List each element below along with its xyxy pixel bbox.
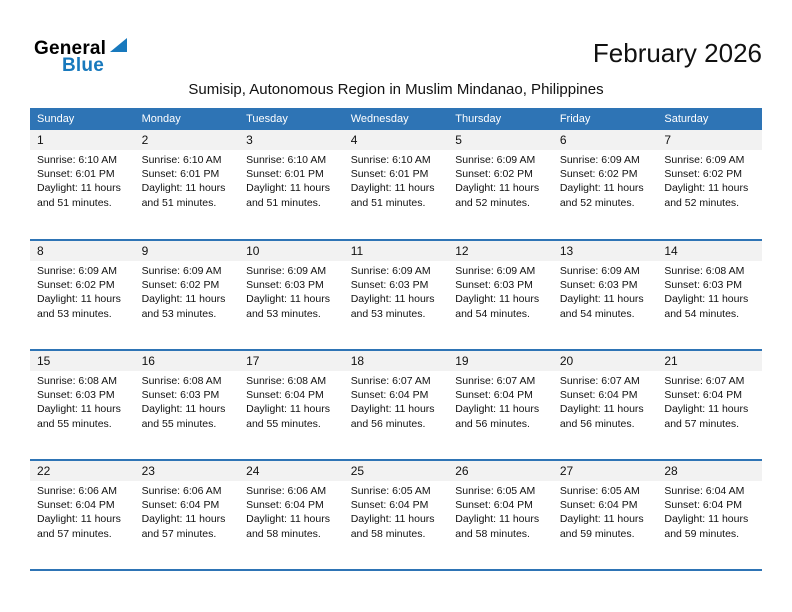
day-number: 25: [344, 461, 449, 481]
daylight-text: Daylight: 11 hours and 53 minutes.: [350, 293, 435, 320]
day-cell: [553, 130, 658, 240]
sunrise-text: Sunrise: 6:09 AM: [559, 265, 640, 277]
day-details: [135, 150, 240, 210]
daylight-text: Daylight: 11 hours and 58 minutes.: [350, 513, 435, 540]
daylight-text: Daylight: 11 hours and 59 minutes.: [664, 513, 749, 540]
day-details: [448, 371, 553, 431]
sunset-text: Sunset: 6:01 PM: [246, 168, 324, 181]
day-cell: [239, 460, 344, 570]
weekday-header-friday: Friday: [553, 108, 658, 130]
day-details: [239, 261, 344, 321]
daylight-text: Daylight: 11 hours and 53 minutes.: [37, 293, 121, 320]
sunset-text: Sunset: 6:02 PM: [37, 279, 115, 292]
weekday-header-tuesday: Tuesday: [239, 108, 344, 130]
day-number: 2: [135, 130, 240, 150]
day-details: [657, 371, 762, 431]
day-details: [344, 150, 449, 210]
sunset-text: Sunset: 6:01 PM: [37, 168, 115, 181]
daylight-text: Daylight: 11 hours and 58 minutes.: [246, 513, 330, 540]
daylight-text: Daylight: 11 hours and 53 minutes.: [141, 293, 226, 320]
sunrise-text: Sunrise: 6:09 AM: [664, 154, 745, 166]
day-number: 18: [344, 351, 449, 371]
day-number: 6: [553, 130, 658, 150]
day-number: 17: [239, 351, 344, 371]
sunrise-text: Sunrise: 6:09 AM: [141, 265, 222, 277]
week-row: [30, 350, 762, 460]
daylight-text: Daylight: 11 hours and 51 minutes.: [350, 182, 435, 209]
day-number: 9: [135, 241, 240, 261]
sunset-text: Sunset: 6:04 PM: [559, 389, 638, 402]
day-number: 7: [657, 130, 762, 150]
day-details: [657, 261, 762, 321]
page-title: February 2026: [592, 38, 762, 68]
sunrise-text: Sunrise: 6:10 AM: [37, 154, 117, 166]
day-cell: [553, 460, 658, 570]
daylight-text: Daylight: 11 hours and 55 minutes.: [141, 403, 226, 430]
weekday-header-row: [30, 108, 762, 130]
sunset-text: Sunset: 6:04 PM: [559, 499, 638, 512]
sunset-text: Sunset: 6:04 PM: [246, 499, 324, 512]
daylight-text: Daylight: 11 hours and 51 minutes.: [37, 182, 121, 209]
sunrise-text: Sunrise: 6:06 AM: [37, 485, 117, 497]
week-row: [30, 460, 762, 570]
day-details: [30, 481, 135, 541]
daylight-text: Daylight: 11 hours and 55 minutes.: [37, 403, 121, 430]
sunset-text: Sunset: 6:04 PM: [664, 389, 743, 402]
sunset-text: Sunset: 6:04 PM: [455, 499, 533, 512]
daylight-text: Daylight: 11 hours and 56 minutes.: [350, 403, 435, 430]
weekday-header-wednesday: Wednesday: [344, 108, 449, 130]
day-cell: [239, 350, 344, 460]
daylight-text: Daylight: 11 hours and 52 minutes.: [559, 182, 644, 209]
day-details: [135, 481, 240, 541]
sunrise-text: Sunrise: 6:10 AM: [350, 154, 431, 166]
day-cell: [553, 240, 658, 350]
logo-sail-icon: [108, 38, 128, 58]
day-cell: [30, 460, 135, 570]
daylight-text: Daylight: 11 hours and 55 minutes.: [246, 403, 330, 430]
sunrise-text: Sunrise: 6:07 AM: [350, 375, 431, 387]
sunset-text: Sunset: 6:03 PM: [559, 279, 638, 292]
day-number: 21: [657, 351, 762, 371]
daylight-text: Daylight: 11 hours and 54 minutes.: [455, 293, 540, 320]
day-cell: [239, 130, 344, 240]
logo-text-blue: Blue: [62, 55, 104, 76]
day-cell: [448, 460, 553, 570]
sunset-text: Sunset: 6:04 PM: [246, 389, 324, 402]
sunrise-text: Sunrise: 6:09 AM: [455, 265, 536, 277]
day-number: 11: [344, 241, 449, 261]
day-cell: [30, 350, 135, 460]
week-row: [30, 130, 762, 240]
sunset-text: Sunset: 6:02 PM: [559, 168, 638, 181]
daylight-text: Daylight: 11 hours and 56 minutes.: [559, 403, 644, 430]
day-details: [553, 481, 658, 541]
day-number: 26: [448, 461, 553, 481]
day-number: 28: [657, 461, 762, 481]
day-details: [553, 261, 658, 321]
daylight-text: Daylight: 11 hours and 52 minutes.: [664, 182, 749, 209]
sunset-text: Sunset: 6:03 PM: [664, 279, 743, 292]
sunrise-text: Sunrise: 6:05 AM: [350, 485, 431, 497]
day-number: 3: [239, 130, 344, 150]
sunrise-text: Sunrise: 6:08 AM: [141, 375, 222, 387]
sunrise-text: Sunrise: 6:09 AM: [350, 265, 431, 277]
day-details: [657, 481, 762, 541]
sunset-text: Sunset: 6:01 PM: [141, 168, 220, 181]
sunrise-text: Sunrise: 6:09 AM: [455, 154, 536, 166]
day-number: 4: [344, 130, 449, 150]
day-cell: [553, 350, 658, 460]
daylight-text: Daylight: 11 hours and 57 minutes.: [664, 403, 749, 430]
sunrise-text: Sunrise: 6:09 AM: [246, 265, 327, 277]
day-details: [135, 371, 240, 431]
sunrise-text: Sunrise: 6:06 AM: [246, 485, 327, 497]
sunrise-text: Sunrise: 6:05 AM: [559, 485, 640, 497]
daylight-text: Daylight: 11 hours and 51 minutes.: [246, 182, 330, 209]
day-number: 23: [135, 461, 240, 481]
daylight-text: Daylight: 11 hours and 53 minutes.: [246, 293, 330, 320]
weekday-header-thursday: Thursday: [448, 108, 553, 130]
weekday-header-monday: Monday: [135, 108, 240, 130]
week-row: [30, 240, 762, 350]
sunset-text: Sunset: 6:03 PM: [246, 279, 324, 292]
day-number: 13: [553, 241, 658, 261]
day-details: [344, 371, 449, 431]
daylight-text: Daylight: 11 hours and 59 minutes.: [559, 513, 644, 540]
sunset-text: Sunset: 6:03 PM: [350, 279, 429, 292]
sunrise-text: Sunrise: 6:08 AM: [37, 375, 117, 387]
weekday-header-sunday: Sunday: [30, 108, 135, 130]
sunset-text: Sunset: 6:04 PM: [455, 389, 533, 402]
day-number: 10: [239, 241, 344, 261]
day-cell: [344, 350, 449, 460]
daylight-text: Daylight: 11 hours and 51 minutes.: [141, 182, 226, 209]
daylight-text: Daylight: 11 hours and 52 minutes.: [455, 182, 540, 209]
day-details: [448, 261, 553, 321]
sunset-text: Sunset: 6:04 PM: [664, 499, 743, 512]
sunrise-text: Sunrise: 6:10 AM: [141, 154, 222, 166]
day-details: [448, 481, 553, 541]
day-cell: [657, 350, 762, 460]
day-number: 24: [239, 461, 344, 481]
day-details: [553, 150, 658, 210]
sunset-text: Sunset: 6:03 PM: [141, 389, 220, 402]
day-cell: [448, 240, 553, 350]
day-number: 27: [553, 461, 658, 481]
day-number: 22: [30, 461, 135, 481]
calendar-table: [30, 108, 762, 571]
sunset-text: Sunset: 6:04 PM: [350, 499, 429, 512]
day-number: 19: [448, 351, 553, 371]
day-details: [344, 481, 449, 541]
day-number: 20: [553, 351, 658, 371]
sunrise-text: Sunrise: 6:04 AM: [664, 485, 745, 497]
day-cell: [448, 130, 553, 240]
day-cell: [135, 350, 240, 460]
calendar-head: [30, 108, 762, 130]
day-cell: [135, 130, 240, 240]
page-header: [0, 0, 792, 75]
sunset-text: Sunset: 6:03 PM: [455, 279, 533, 292]
sunrise-text: Sunrise: 6:08 AM: [664, 265, 745, 277]
sunset-text: Sunset: 6:02 PM: [141, 279, 220, 292]
day-details: [239, 371, 344, 431]
sunset-text: Sunset: 6:04 PM: [141, 499, 220, 512]
sunset-text: Sunset: 6:04 PM: [37, 499, 115, 512]
sunrise-text: Sunrise: 6:10 AM: [246, 154, 327, 166]
day-number: 1: [30, 130, 135, 150]
day-number: 8: [30, 241, 135, 261]
sunset-text: Sunset: 6:02 PM: [455, 168, 533, 181]
sunset-text: Sunset: 6:04 PM: [350, 389, 429, 402]
sunrise-text: Sunrise: 6:06 AM: [141, 485, 222, 497]
sunset-text: Sunset: 6:03 PM: [37, 389, 115, 402]
day-cell: [344, 240, 449, 350]
day-details: [239, 150, 344, 210]
daylight-text: Daylight: 11 hours and 54 minutes.: [664, 293, 749, 320]
day-details: [239, 481, 344, 541]
day-number: 12: [448, 241, 553, 261]
day-number: 14: [657, 241, 762, 261]
daylight-text: Daylight: 11 hours and 54 minutes.: [559, 293, 644, 320]
day-details: [657, 150, 762, 210]
sunset-text: Sunset: 6:02 PM: [664, 168, 743, 181]
sunrise-text: Sunrise: 6:07 AM: [664, 375, 745, 387]
day-details: [30, 371, 135, 431]
daylight-text: Daylight: 11 hours and 56 minutes.: [455, 403, 540, 430]
day-details: [344, 261, 449, 321]
day-cell: [344, 460, 449, 570]
day-number: 15: [30, 351, 135, 371]
daylight-text: Daylight: 11 hours and 57 minutes.: [141, 513, 226, 540]
sunrise-text: Sunrise: 6:05 AM: [455, 485, 536, 497]
daylight-text: Daylight: 11 hours and 57 minutes.: [37, 513, 121, 540]
day-cell: [448, 350, 553, 460]
day-cell: [657, 460, 762, 570]
sunrise-text: Sunrise: 6:09 AM: [37, 265, 117, 277]
sunrise-text: Sunrise: 6:07 AM: [559, 375, 640, 387]
day-cell: [135, 240, 240, 350]
sunrise-text: Sunrise: 6:07 AM: [455, 375, 536, 387]
day-details: [30, 150, 135, 210]
sunset-text: Sunset: 6:01 PM: [350, 168, 429, 181]
day-cell: [344, 130, 449, 240]
logo-text-general: General: [34, 38, 107, 59]
general-blue-logo: [34, 38, 128, 75]
day-details: [553, 371, 658, 431]
day-number: 16: [135, 351, 240, 371]
day-cell: [30, 240, 135, 350]
day-details: [30, 261, 135, 321]
day-cell: [30, 130, 135, 240]
calendar-body: [30, 130, 762, 570]
day-details: [135, 261, 240, 321]
sunrise-text: Sunrise: 6:09 AM: [559, 154, 640, 166]
calendar-subtitle: Sumisip, Autonomous Region in Muslim Mindanao, Philippines: [188, 81, 604, 98]
day-cell: [239, 240, 344, 350]
day-cell: [657, 130, 762, 240]
weekday-header-saturday: Saturday: [657, 108, 762, 130]
day-cell: [135, 460, 240, 570]
day-cell: [657, 240, 762, 350]
day-details: [448, 150, 553, 210]
day-number: 5: [448, 130, 553, 150]
daylight-text: Daylight: 11 hours and 58 minutes.: [455, 513, 540, 540]
sunrise-text: Sunrise: 6:08 AM: [246, 375, 327, 387]
